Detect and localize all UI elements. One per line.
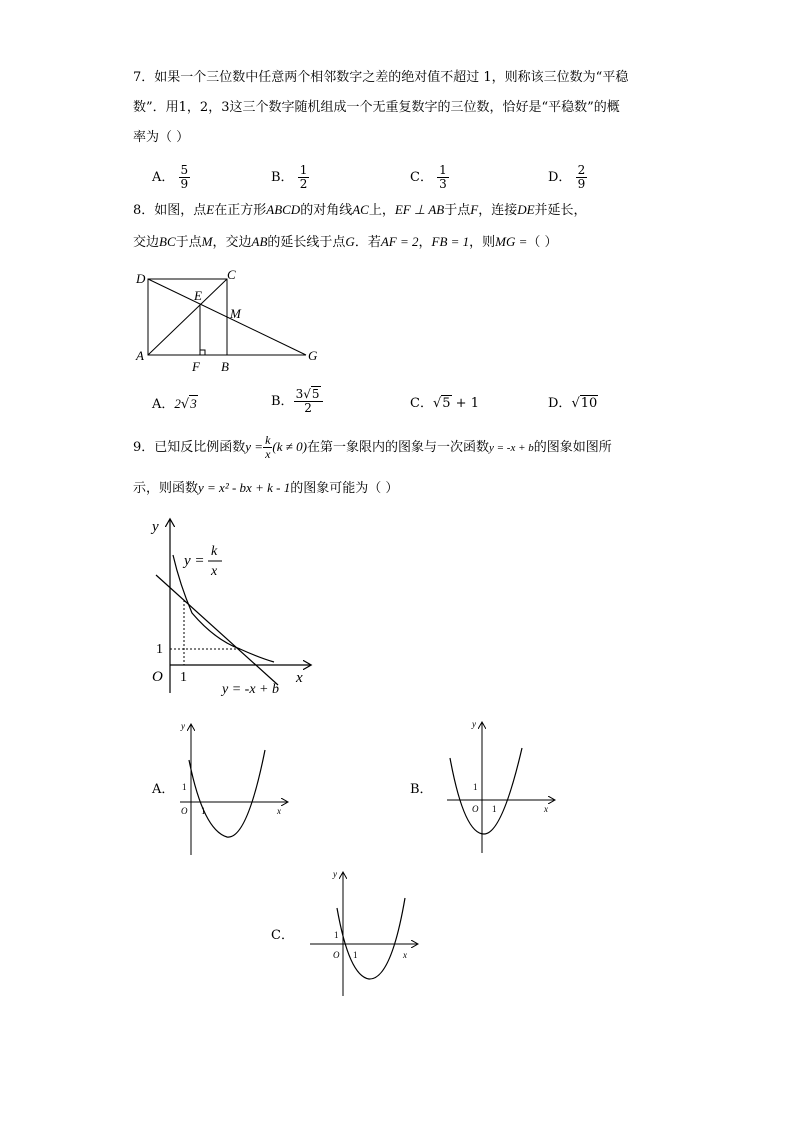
q9-option-a[interactable]: A． xyxy=(152,782,175,797)
q8-option-a[interactable]: A．2√3 xyxy=(152,396,197,412)
q9-option-c[interactable]: C． xyxy=(271,928,294,943)
q9-option-b-graph xyxy=(442,718,562,858)
label-m: M xyxy=(230,306,241,321)
q7-option-c[interactable] xyxy=(410,164,449,191)
hyperbola-label-lhs: y = xyxy=(184,553,205,569)
svg-text:y: y xyxy=(181,721,185,731)
q9-option-c-graph xyxy=(305,868,425,1008)
label-f: F xyxy=(192,359,200,374)
y-axis-label: y xyxy=(152,519,159,535)
diagonal-ac xyxy=(148,279,227,355)
y-tick-one: 1 xyxy=(156,642,163,657)
hyperbola-label-x: x xyxy=(211,564,218,579)
label-d: D xyxy=(136,271,146,286)
svg-text:O: O xyxy=(181,806,188,816)
label-g: G xyxy=(308,348,318,363)
svg-text:y: y xyxy=(333,869,337,879)
q8-line-2: 交边BC于点M，交边AB的延长线于点G．若AF = 2，FB = 1，则MG =（ ） xyxy=(133,234,558,250)
q9-option-a-graph xyxy=(175,720,295,860)
origin-label: O xyxy=(152,669,163,685)
label-c: C xyxy=(227,267,236,282)
fraction: $\frac{2}{9}$ xyxy=(577,163,586,191)
q8-option-c[interactable]: C．√5 + 1 xyxy=(410,396,479,411)
label-e: E xyxy=(194,288,202,303)
svg-text:x: x xyxy=(403,950,407,960)
x-tick-one: 1 xyxy=(180,670,187,685)
q9-line-2: 示，则函数y = x² - bx + k - 1的图象可能为（ ） xyxy=(133,480,399,496)
svg-text:1: 1 xyxy=(492,804,497,814)
q8-option-b[interactable]: B． $\frac{3√5}{2}$ xyxy=(271,388,323,415)
q8-line-1: 8．如图，点E在正方形ABCD的对角线AC上，EF ⊥ AB于点F，连接DE并延长， xyxy=(133,202,587,218)
hyperbola-label-k: k xyxy=(211,544,218,559)
q7-line-3: 率为（ ） xyxy=(133,130,190,145)
q9-main-graph xyxy=(140,515,320,700)
right-angle-mark xyxy=(200,350,205,355)
x-axis-label: x xyxy=(296,670,303,686)
fraction: $\frac{1}{3}$ xyxy=(439,163,447,191)
option-label: B． xyxy=(271,170,294,185)
hyperbola-curve xyxy=(173,555,274,662)
fraction: $\frac{1}{2}$ xyxy=(299,163,308,191)
linear-line xyxy=(156,575,278,685)
svg-text:O: O xyxy=(472,804,479,814)
svg-text:1: 1 xyxy=(353,950,358,960)
square-figure xyxy=(130,265,330,375)
q7-option-d[interactable] xyxy=(548,164,587,191)
option-label: C． xyxy=(410,170,433,185)
option-label: A． xyxy=(152,170,175,185)
q7-line-1: 7．如果一个三位数中任意两个相邻数字之差的绝对值不超过 1，则称该三位数为“平稳 xyxy=(133,70,629,85)
label-b: B xyxy=(221,359,229,374)
svg-text:x: x xyxy=(544,804,548,814)
svg-text:x: x xyxy=(277,806,281,816)
option-label: D． xyxy=(548,170,572,185)
q9-option-b[interactable]: B． xyxy=(410,782,433,797)
line-label: y = -x + b xyxy=(222,682,279,697)
svg-text:1: 1 xyxy=(473,782,478,792)
svg-text:1: 1 xyxy=(201,806,206,816)
q9-line-1: 9．已知反比例函数y = $\frac{k}{x}$ (k ≠ 0)在第一象限内的图象与一次函数y = -x + b的图象如图所 xyxy=(133,433,612,461)
svg-text:O: O xyxy=(333,950,340,960)
q7-line-2: 数”．用1，2，3这三个数字随机组成一个无重复数字的三位数，恰好是“平稳数”的概 xyxy=(133,100,620,115)
label-a: A xyxy=(136,348,144,363)
q8-option-d[interactable]: D．√10 xyxy=(548,396,598,411)
svg-text:1: 1 xyxy=(182,782,187,792)
svg-text:1: 1 xyxy=(334,930,339,940)
q7-option-b[interactable] xyxy=(271,164,309,191)
fraction: $\frac{5}{9}$ xyxy=(180,163,189,191)
svg-text:y: y xyxy=(472,719,476,729)
q7-option-a[interactable] xyxy=(152,164,190,191)
